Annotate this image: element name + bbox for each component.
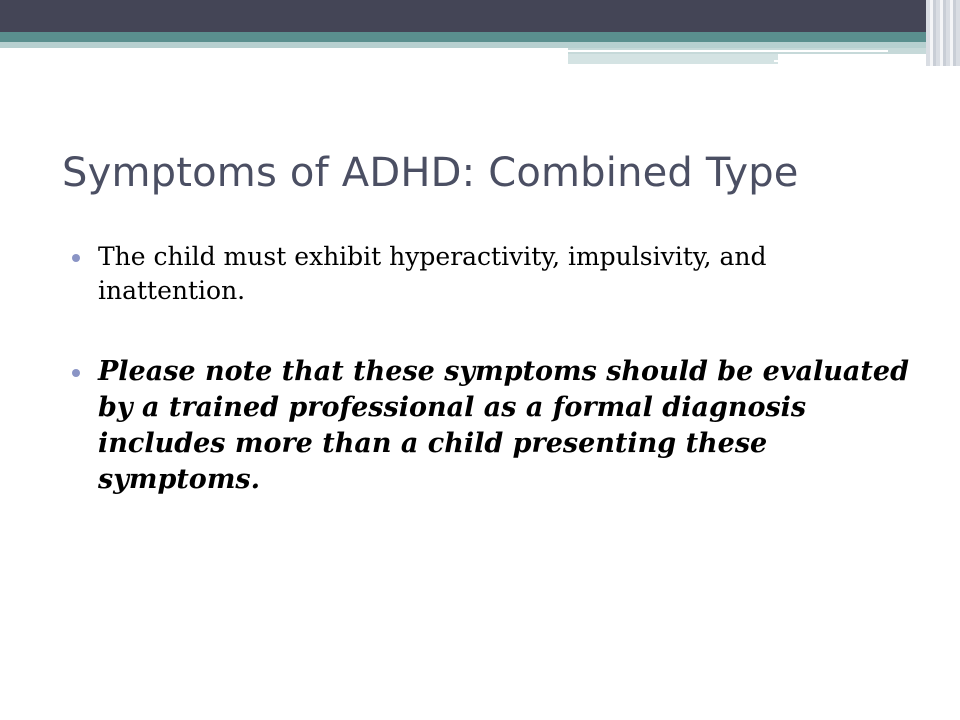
bullet-marker-icon: [72, 369, 80, 377]
header-accent-bar-small: [568, 54, 778, 64]
bullet-text: The child must exhibit hyperactivity, impulsivity, and inattention.: [98, 242, 767, 305]
header-corner-stripes: [926, 0, 960, 66]
header-divider-line: [566, 50, 888, 52]
bullet-item: [72, 240, 912, 308]
bullet-list: [72, 240, 912, 498]
header-teal-bar: [0, 32, 960, 42]
header-dark-bar: [0, 0, 960, 32]
bullet-item-note: [72, 354, 912, 498]
bullet-marker-icon: [72, 254, 80, 262]
slide-title: Symptoms of ADHD: Combined Type: [62, 150, 799, 196]
bullet-text-note: Please note that these symptoms should be evaluated by a trained professional as a formal diagnosis includes more than a child presenting these symptoms.: [98, 356, 909, 495]
